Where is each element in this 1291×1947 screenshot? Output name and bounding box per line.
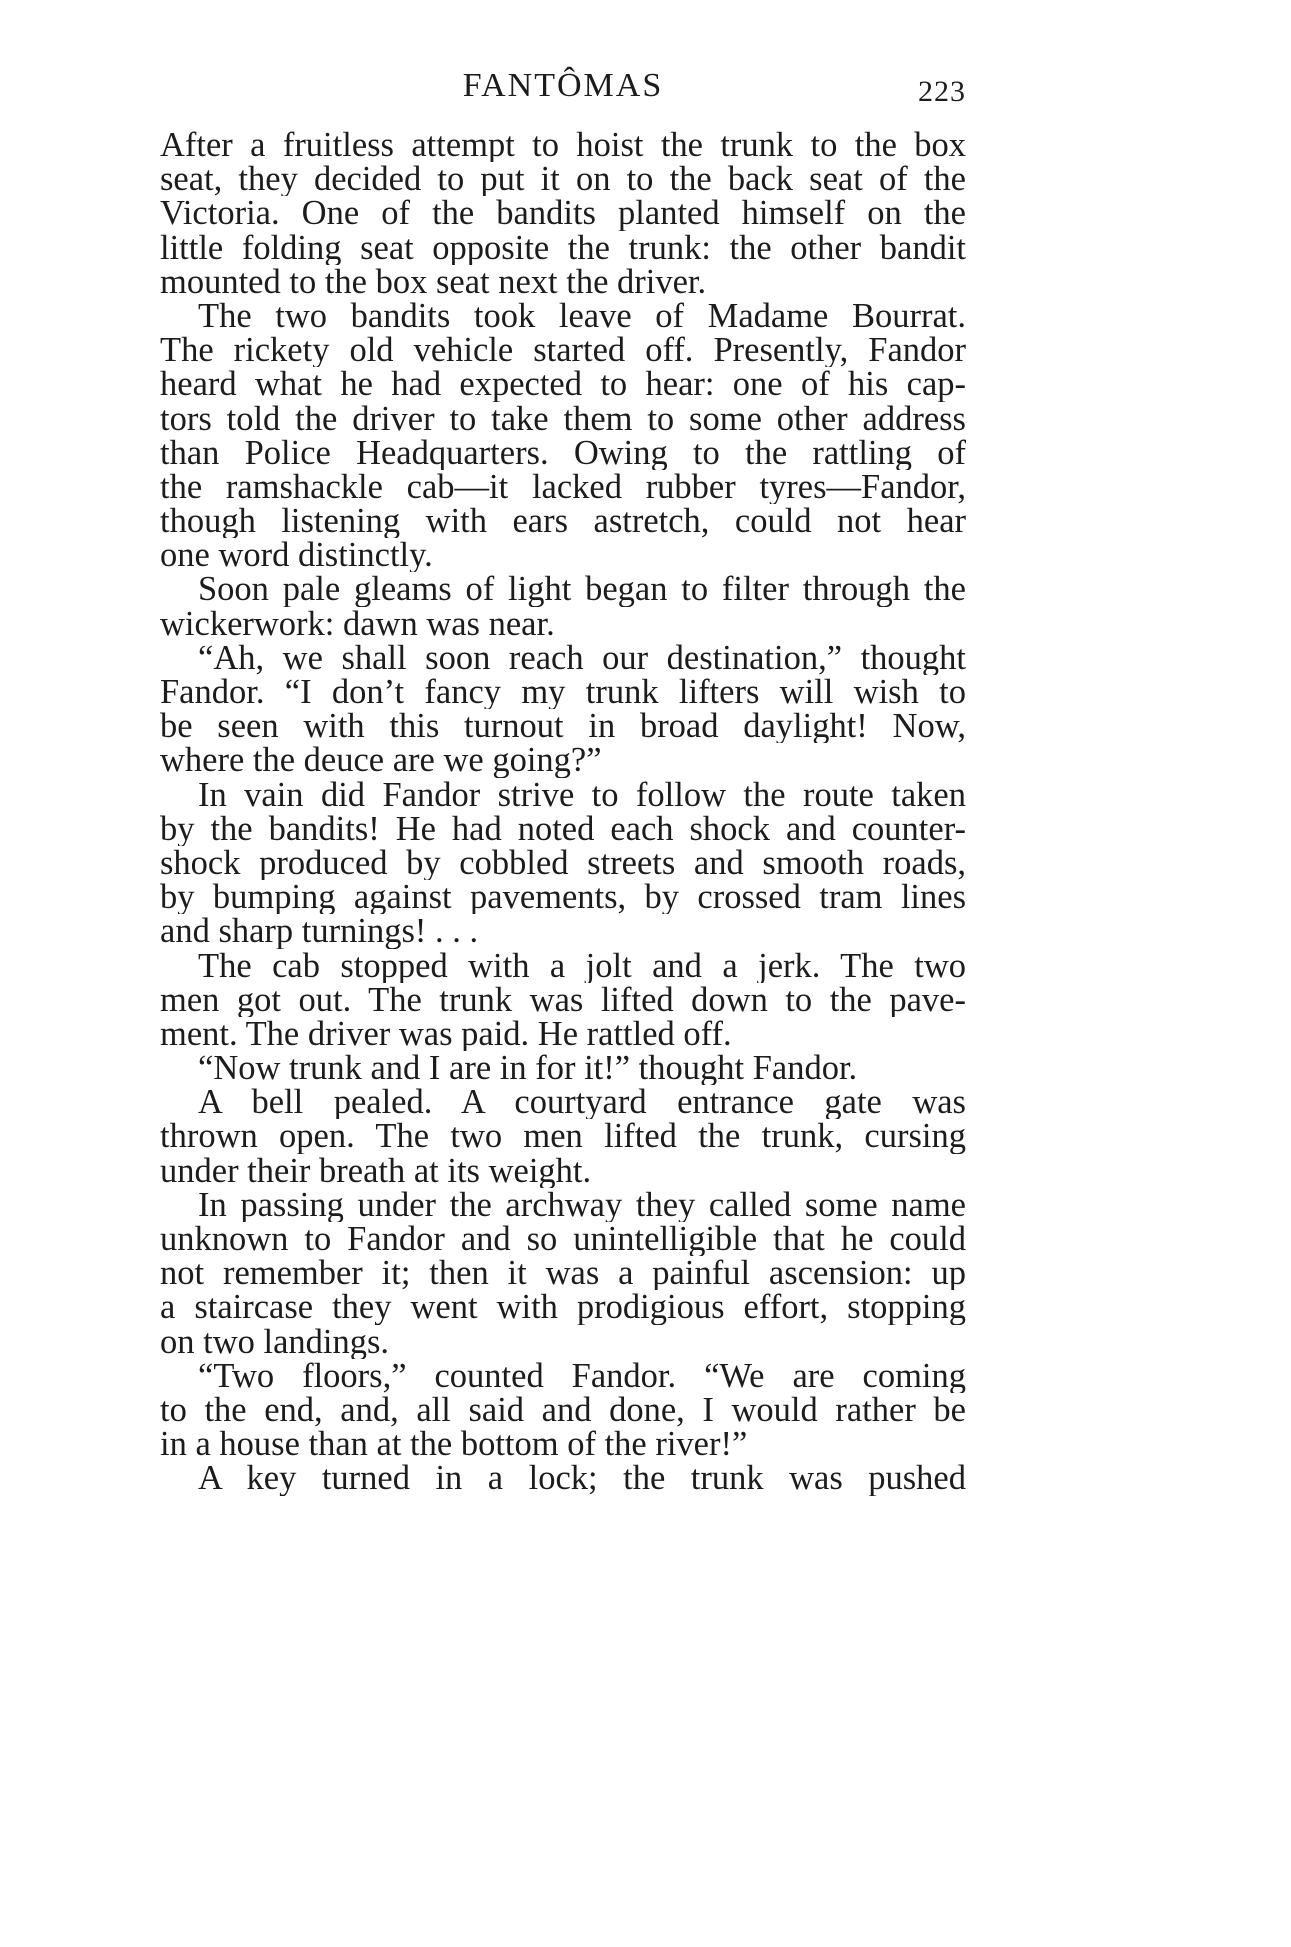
paragraph xyxy=(160,299,966,573)
text-line: on two landings. xyxy=(160,1324,390,1359)
text-line: Victoria. One of the bandits planted himself on the xyxy=(160,196,966,231)
paragraph xyxy=(160,641,966,778)
text-line: A bell pealed. A courtyard entrance gate was xyxy=(198,1085,966,1120)
paragraph xyxy=(160,572,966,640)
text-line: be seen with this turnout in broad daylight! Now, xyxy=(160,709,966,744)
paragraph xyxy=(160,1188,966,1359)
text-line: and sharp turnings! . . . xyxy=(160,914,479,949)
text-line: not remember it; then it was a painful ascension: up xyxy=(160,1256,966,1291)
paragraph xyxy=(160,1359,966,1462)
text-line: The rickety old vehicle started off. Presently, Fandor xyxy=(160,333,966,368)
body-text xyxy=(160,128,966,1496)
text-line: Soon pale gleams of light began to filter through the xyxy=(198,572,966,607)
text-line: “Two floors,” counted Fandor. “We are coming xyxy=(198,1358,966,1393)
text-line: where the deuce are we going?” xyxy=(160,743,602,778)
paragraph xyxy=(160,128,966,299)
text-line: thrown open. The two men lifted the trunk, cursing xyxy=(160,1119,966,1154)
text-line: to the end, and, all said and done, I would rather be xyxy=(160,1392,966,1428)
text-line: wickerwork: dawn was near. xyxy=(160,606,555,641)
text-line: Fandor. “I don’t fancy my trunk lifters will wish to xyxy=(160,675,966,710)
page-number: 223 xyxy=(918,75,966,108)
text-line: though listening with ears astretch, could not hear xyxy=(160,504,966,539)
text-line: The cab stopped with a jolt and a jerk. The two xyxy=(198,948,966,983)
text-line: The two bandits took leave of Madame Bourrat. xyxy=(198,298,966,334)
text-line: than Police Headquarters. Owing to the rattling of xyxy=(160,435,966,470)
paragraph xyxy=(160,778,966,949)
text-line: by the bandits! He had noted each shock and counter- xyxy=(160,811,966,846)
text-line: by bumping against pavements, by crossed tram lines xyxy=(160,880,966,915)
text-line: men got out. The trunk was lifted down to the pave- xyxy=(160,982,966,1017)
paragraph xyxy=(160,1461,966,1495)
text-line: ment. The driver was paid. He rattled off. xyxy=(160,1016,732,1052)
text-line: a staircase they went with prodigious effort, stopping xyxy=(160,1290,966,1325)
text-line: the ramshackle cab—it lacked rubber tyres—Fandor, xyxy=(160,469,966,505)
text-line: “Ah, we shall soon reach our destination,” thought xyxy=(198,640,966,675)
text-line: one word distinctly. xyxy=(160,538,433,573)
text-line: in a house than at the bottom of the river!” xyxy=(160,1427,748,1462)
text-line: A key turned in a lock; the trunk was pushed xyxy=(198,1461,966,1496)
text-line: mounted to the box seat next the driver. xyxy=(160,264,707,299)
text-line: tors told the driver to take them to some other address xyxy=(160,401,966,436)
running-head xyxy=(160,62,966,110)
text-line: In passing under the archway they called some name xyxy=(198,1187,966,1222)
text-line: shock produced by cobbled streets and smooth roads, xyxy=(160,845,966,881)
text-line: little folding seat opposite the trunk: the other bandit xyxy=(160,230,966,265)
text-line: under their breath at its weight. xyxy=(160,1153,592,1188)
paragraph xyxy=(160,1085,966,1188)
text-line: heard what he had expected to hear: one of his cap- xyxy=(160,367,966,402)
text-line: After a fruitless attempt to hoist the trunk to the box xyxy=(160,128,966,163)
text-line: seat, they decided to put it on to the back seat of the xyxy=(160,162,966,197)
paragraph xyxy=(160,1051,966,1085)
running-title: FANTÔMAS xyxy=(462,67,664,104)
text-line: In vain did Fandor strive to follow the route taken xyxy=(198,777,966,812)
paragraph xyxy=(160,949,966,1052)
text-line: “Now trunk and I are in for it!” thought Fandor. xyxy=(198,1051,858,1086)
text-line: unknown to Fandor and so unintelligible that he could xyxy=(160,1222,966,1257)
